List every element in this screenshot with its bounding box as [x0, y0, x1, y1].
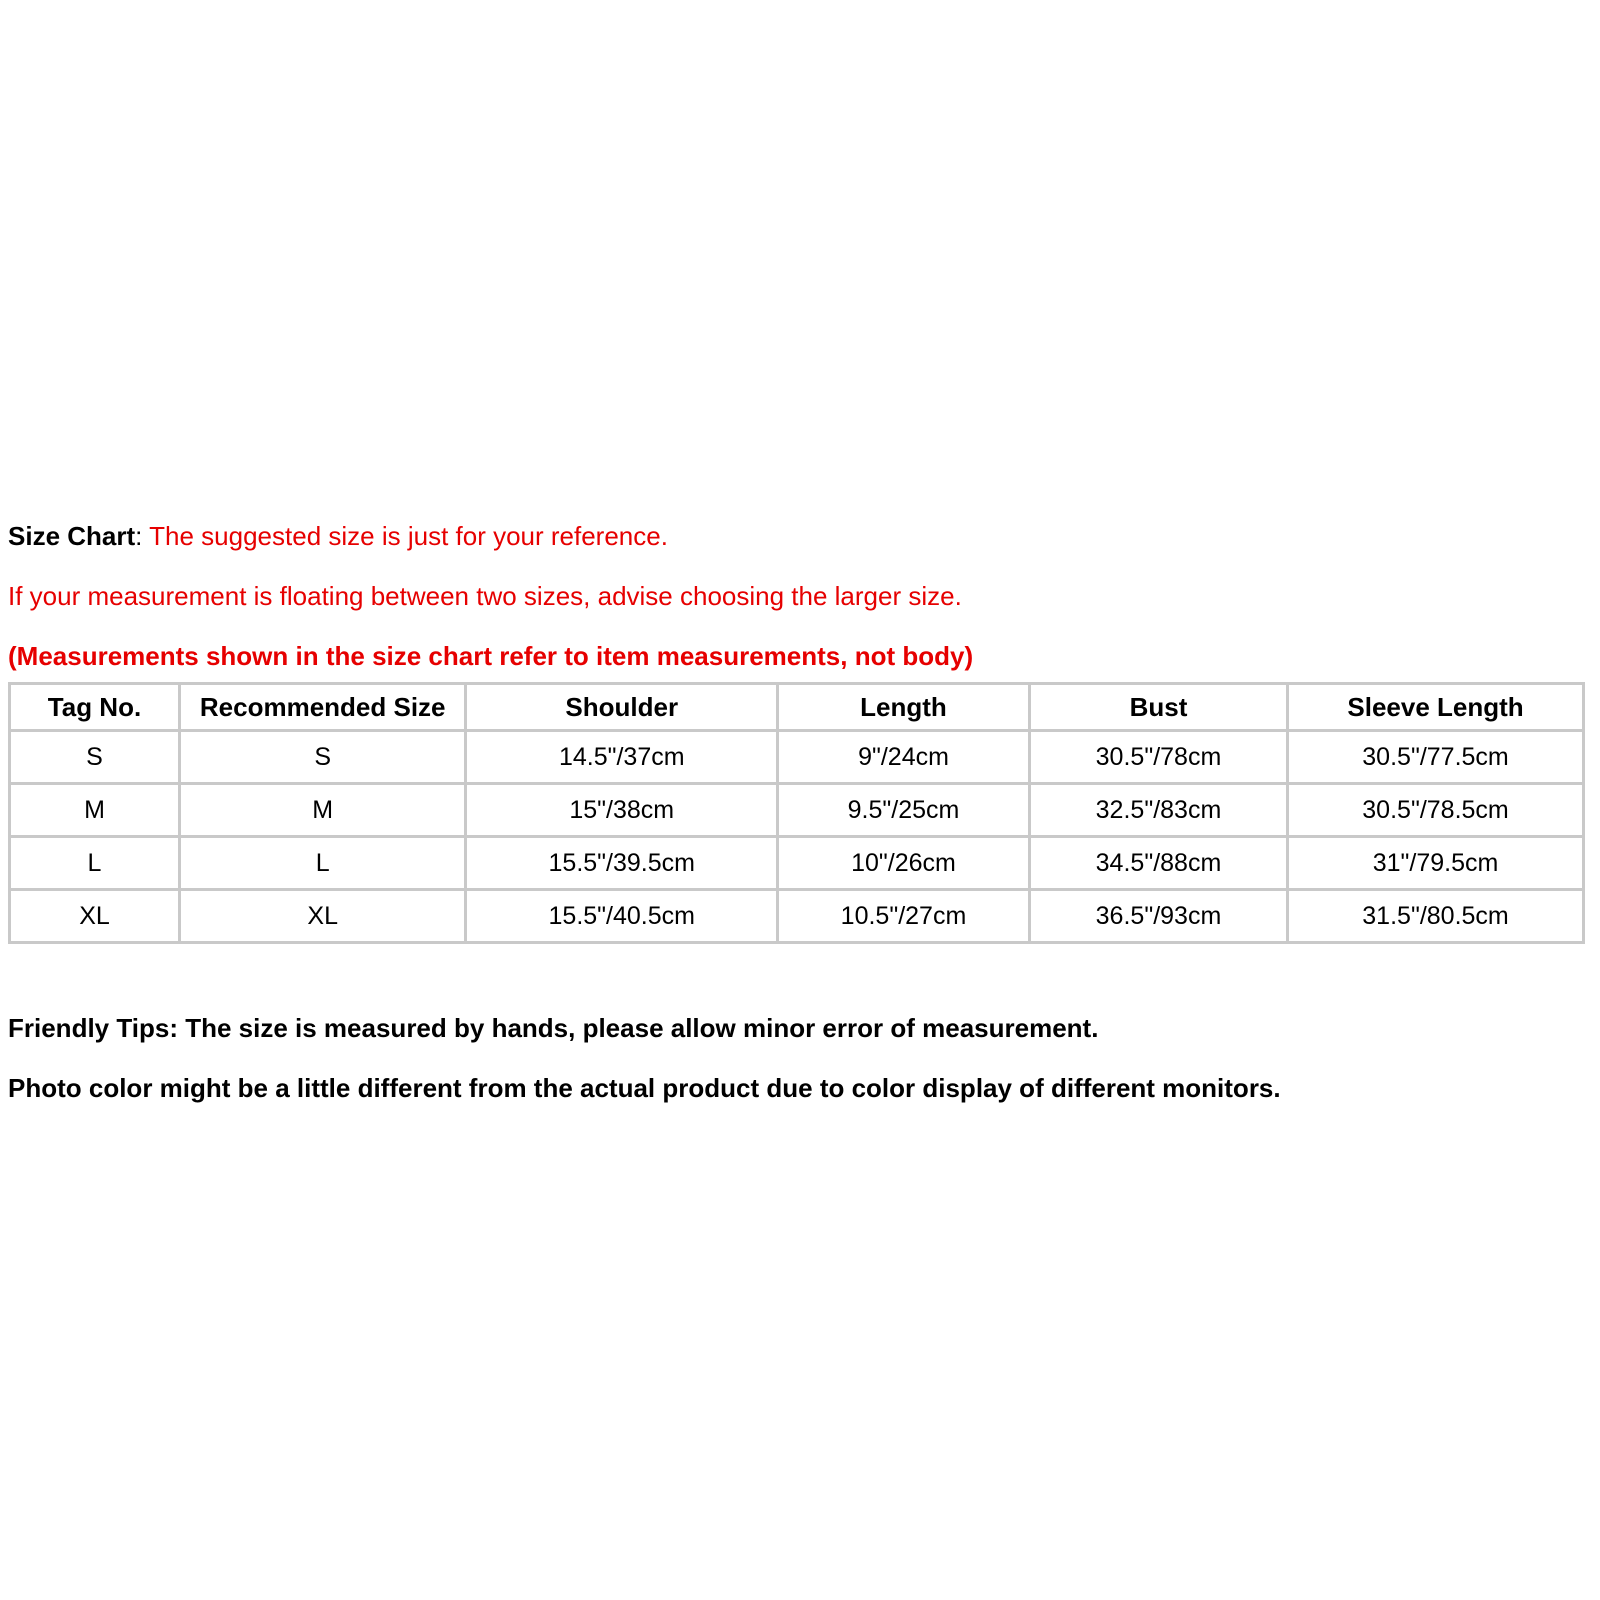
cell-length-m: 9.5"/25cm	[778, 784, 1030, 837]
column-header-sleeve-length: Sleeve Length	[1288, 684, 1584, 731]
column-header-shoulder: Shoulder	[466, 684, 778, 731]
cell-recommended-l: L	[179, 837, 465, 890]
table-row-s	[10, 731, 1584, 784]
size-chart-colon: :	[135, 521, 150, 551]
size-chart-label: Size Chart	[8, 521, 136, 551]
cell-sleeve-xl: 31.5"/80.5cm	[1288, 890, 1584, 943]
cell-length-s: 9"/24cm	[778, 731, 1030, 784]
cell-bust-xl: 36.5"/93cm	[1029, 890, 1287, 943]
cell-sleeve-s: 30.5"/77.5cm	[1288, 731, 1584, 784]
friendly-tips-note: Friendly Tips: The size is measured by hands, please allow minor error of measurement.	[8, 1013, 1099, 1043]
cell-bust-l: 34.5"/88cm	[1029, 837, 1287, 890]
cell-length-l: 10"/26cm	[778, 837, 1030, 890]
column-header-recommended-size: Recommended Size	[179, 684, 465, 731]
photo-color-note: Photo color might be a little different from the actual product due to color display of different monitors.	[8, 1073, 1281, 1103]
column-header-tag-no: Tag No.	[10, 684, 180, 731]
table-row-xl	[10, 890, 1584, 943]
table-header-row	[10, 684, 1584, 731]
cell-shoulder-s: 14.5"/37cm	[466, 731, 778, 784]
cell-bust-s: 30.5"/78cm	[1029, 731, 1287, 784]
intro-line-measurement-disclaimer: (Measurements shown in the size chart refer to item measurements, not body)	[8, 641, 974, 671]
cell-recommended-xl: XL	[179, 890, 465, 943]
cell-tag-m: M	[10, 784, 180, 837]
reference-note: The suggested size is just for your reference.	[149, 521, 668, 551]
column-header-bust: Bust	[1029, 684, 1287, 731]
column-header-length: Length	[778, 684, 1030, 731]
table-row-m	[10, 784, 1584, 837]
table-row-l	[10, 837, 1584, 890]
intro-line-reference	[8, 520, 1584, 552]
cell-sleeve-m: 30.5"/78.5cm	[1288, 784, 1584, 837]
cell-length-xl: 10.5"/27cm	[778, 890, 1030, 943]
cell-shoulder-m: 15"/38cm	[466, 784, 778, 837]
cell-sleeve-l: 31"/79.5cm	[1288, 837, 1584, 890]
cell-shoulder-xl: 15.5"/40.5cm	[466, 890, 778, 943]
cell-shoulder-l: 15.5"/39.5cm	[466, 837, 778, 890]
cell-bust-m: 32.5"/83cm	[1029, 784, 1287, 837]
cell-tag-xl: XL	[10, 890, 180, 943]
intro-line-floating-sizes: If your measurement is floating between two sizes, advise choosing the larger size.	[8, 581, 962, 611]
cell-tag-s: S	[10, 731, 180, 784]
size-chart-table	[8, 682, 1585, 944]
cell-recommended-m: M	[179, 784, 465, 837]
cell-recommended-s: S	[179, 731, 465, 784]
cell-tag-l: L	[10, 837, 180, 890]
